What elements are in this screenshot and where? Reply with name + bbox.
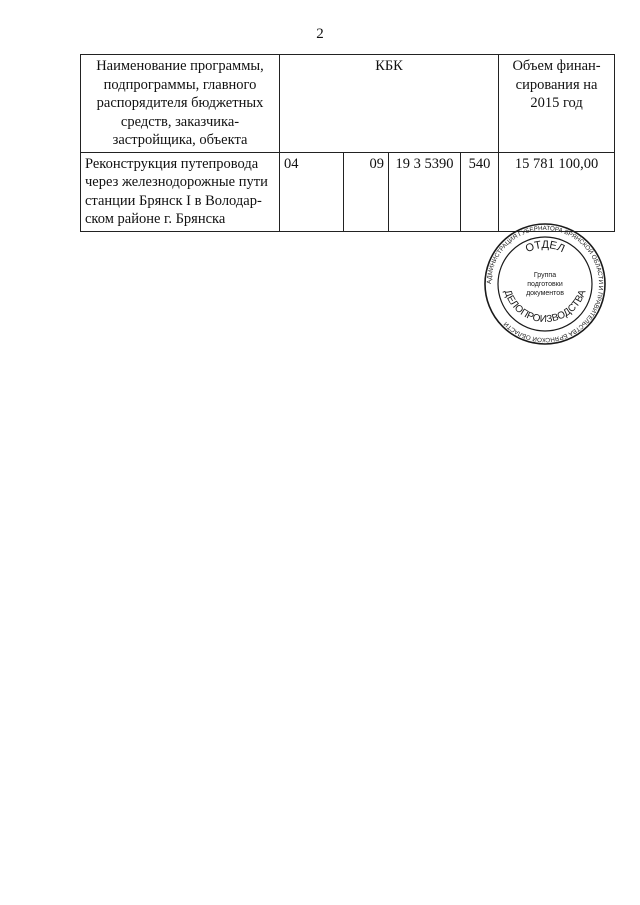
table-header-row — [81, 55, 615, 153]
stamp-arc-bottom: ДЕЛОПРОИЗВОДСТВА — [501, 288, 589, 326]
cell-kbk-target: 19 3 5390 — [389, 152, 461, 231]
cell-volume: 15 781 100,00 — [499, 152, 615, 231]
budget-table — [80, 54, 615, 232]
stamp-center-line-3: документов — [526, 290, 564, 297]
cell-kbk-section: 04 — [280, 152, 344, 231]
table-row — [81, 152, 615, 231]
cell-kbk-type: 540 — [461, 152, 499, 231]
page-number: 2 — [316, 26, 324, 42]
header-volume: Объем финан-сирования на 2015 год — [499, 55, 615, 153]
cell-kbk-subsection: 09 — [344, 152, 389, 231]
official-stamp — [483, 222, 607, 346]
header-name: Наименование программы, подпрограммы, главного распорядителя бюджетных средств, заказчика-застройщика, объекта — [81, 55, 280, 153]
cell-object-name: Реконструкция путепровода через железнодорожные пути станции Брянск I в Володар-ском районе г. Брянска — [81, 152, 280, 231]
stamp-arc-top: ОТДЕЛ — [523, 238, 567, 256]
stamp-center-line-2: подготовки — [527, 281, 563, 288]
stamp-center-line-1: Группа — [533, 272, 557, 279]
header-kbk: КБК — [280, 55, 499, 153]
stamp-outer-text: АДМИНИСТРАЦИЯ ГУБЕРНАТОРА БРЯНСКОЙ ОБЛАСТИ И ПРАВИТЕЛЬСТВА БРЯНСКОЙ ОБЛАСТИ — [485, 224, 605, 344]
